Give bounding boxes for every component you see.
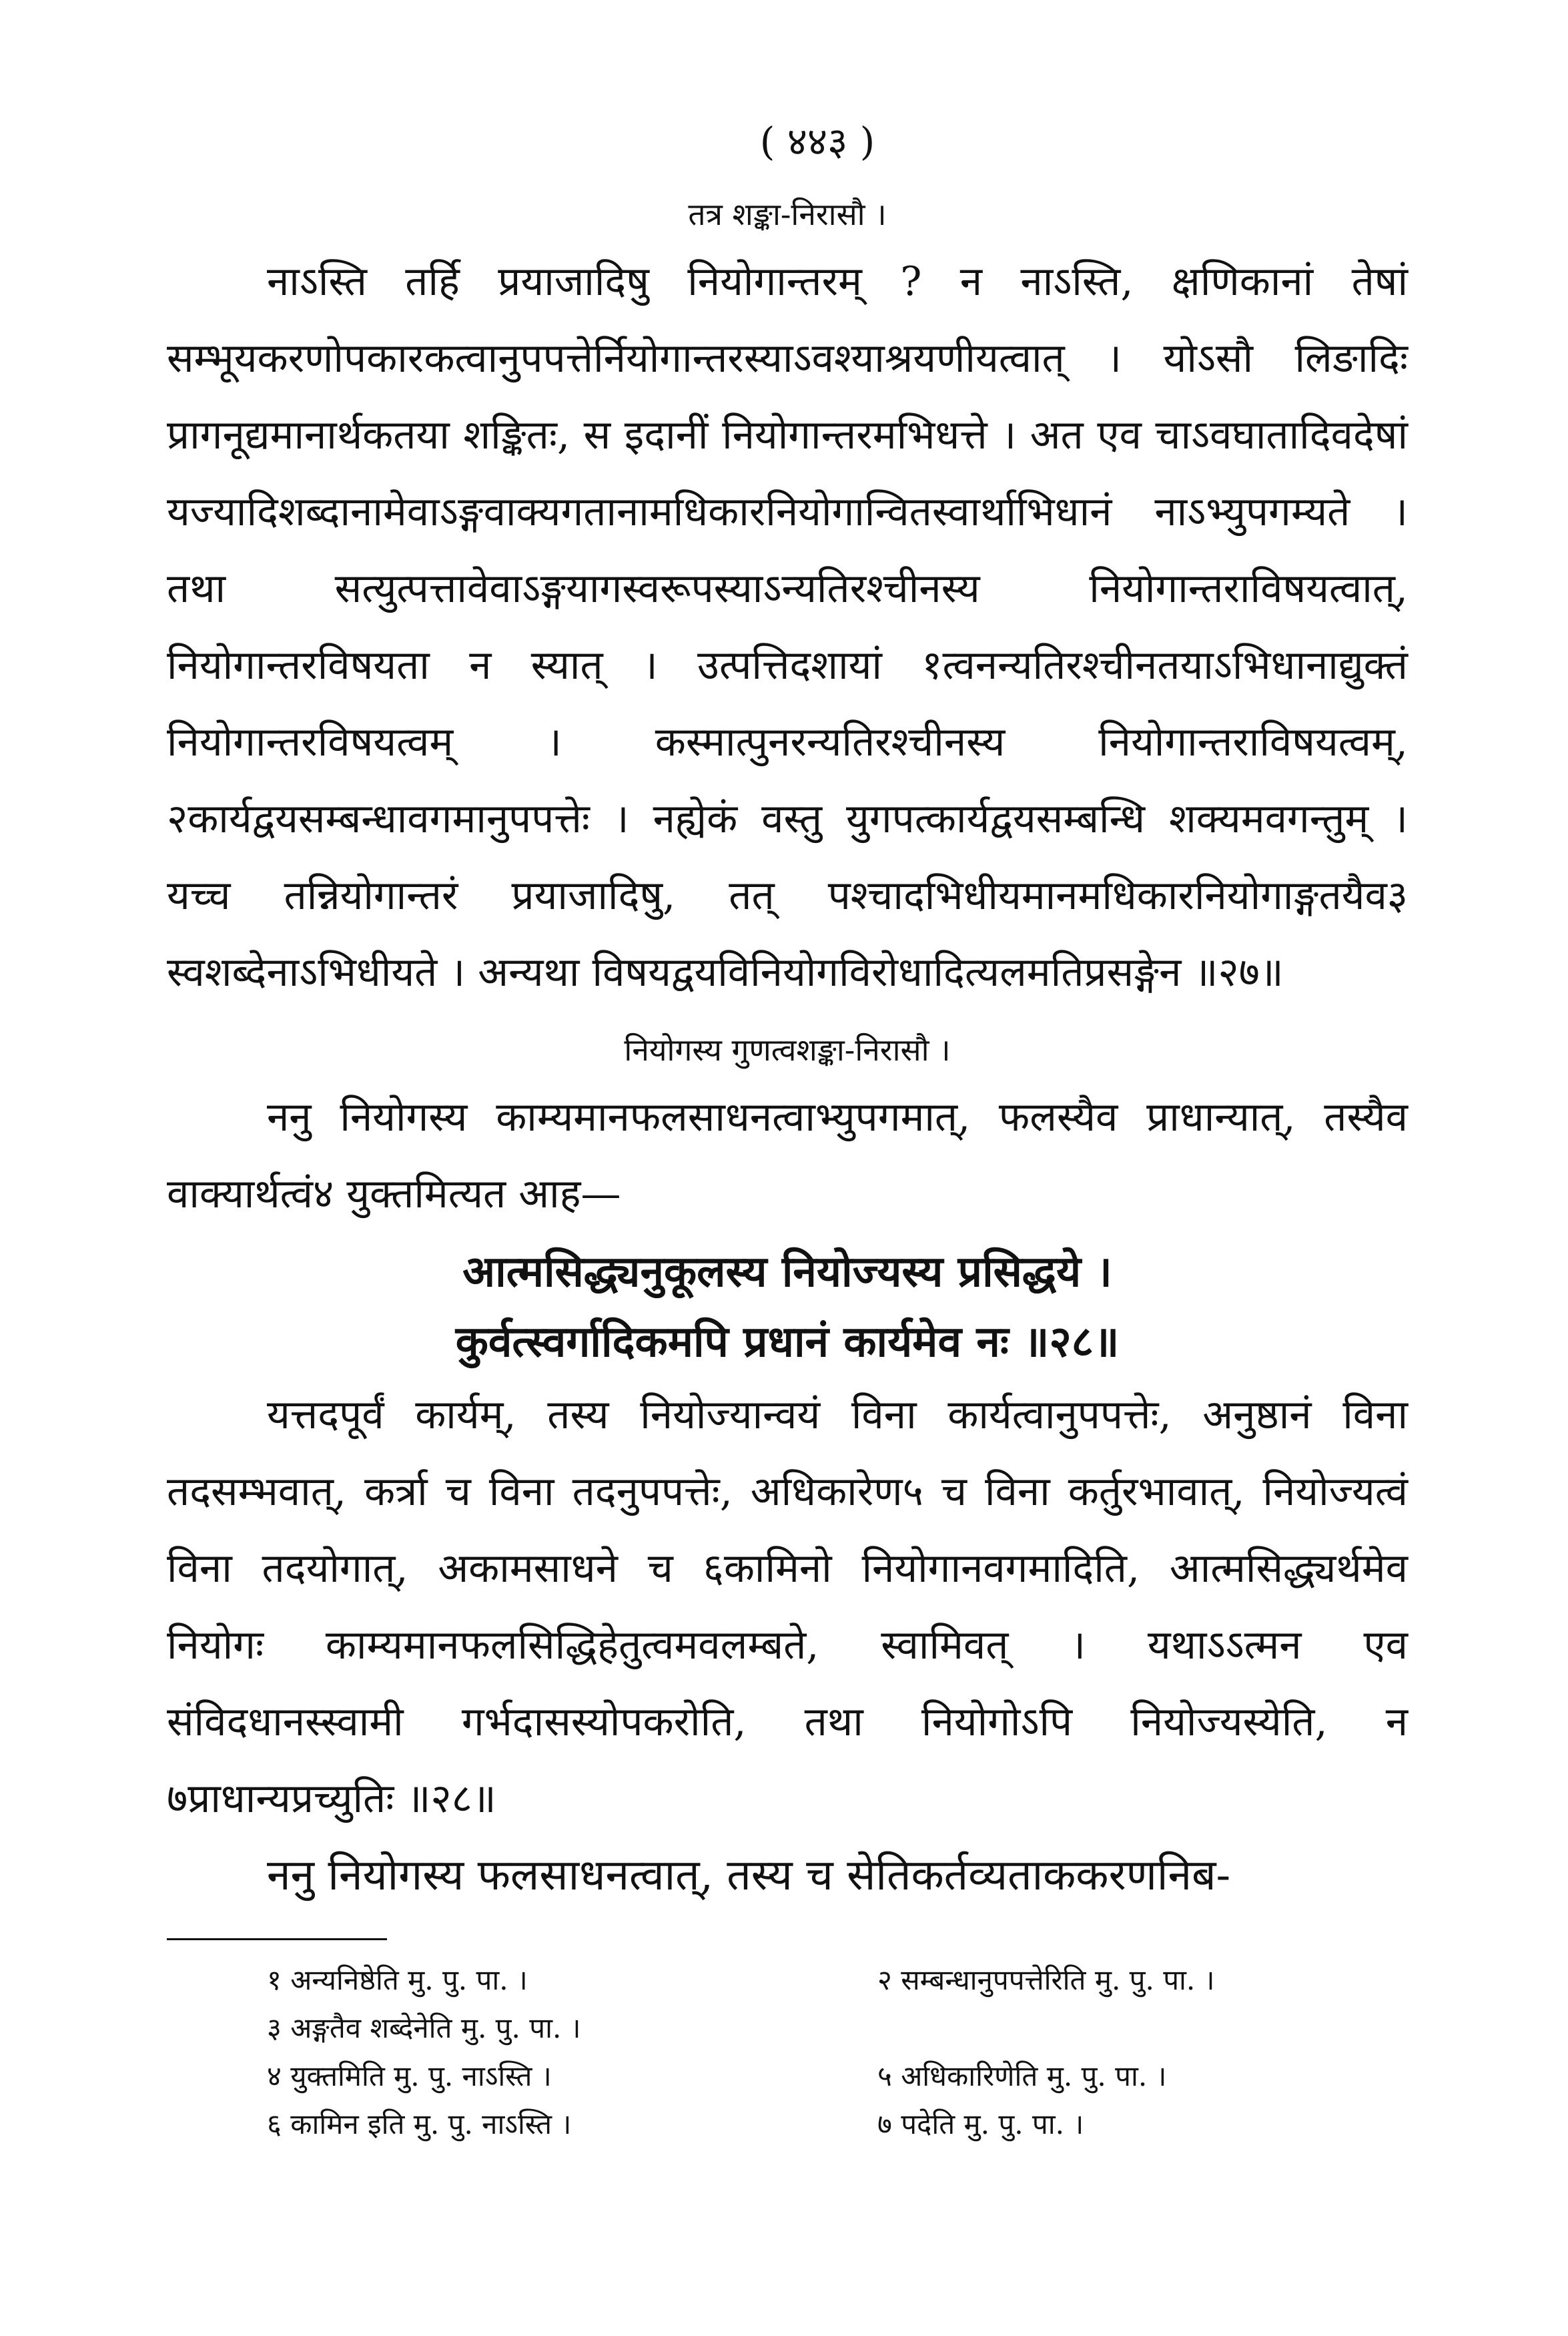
body-paragraph: नाऽस्ति तर्हि प्रयाजादिषु नियोगान्तरम् ? न नाऽस्ति, क्षणिकानां तेषां सम्भूयकरणोपकारकत्वानुपपत्तेर्नियोगान्तरस्याऽवश्याश्रयणीयत्वात् । योऽसौ लिङादिः प्रागनूद्यमानार्थकतया शङ्कितः, स इदानीं नियोगान्तरमभिधत्ते । अत एव चाऽवघातादिवदेषां यज्यादिशब्दानामेवाऽङ्गवाक्यगतानामधिकारनियोगान्वितस्वार्थाभिधानं नाऽभ्युपगम्यते । तथा सत्युत्पत्तावेवाऽङ्गयागस्वरूपस्याऽन्यतिरश्चीनस्य नियोगान्तराविषयत्वात्, नियोगान्तरविषयता न स्यात् । उत्पत्तिदशायां १त्वनन्यतिरश्चीनतयाऽभिधानाद्युक्तं नियोगान्तरविषयत्वम् । कस्मात्पुनरन्यतिरश्चीनस्य नियोगान्तराविषयत्वम्, २कार्यद्वयसम्बन्धावगमानुपपत्तेः । नह्येकं वस्तु युगपत्कार्यद्वयसम्बन्धि शक्यमवगन्तुम् । यच्च तन्नियोगान्तरं प्रयाजादिषु, तत् पश्चादभिधीयमानमधिकारनियोगाङ्गतयैव३ स्वशब्देनाऽभिधीयते । अन्यथा विषयद्वयविनियोगविरोधादित्यलमतिप्रसङ्गेन ॥२७॥ [167, 258, 1408, 996]
section-heading: नियोगस्य गुणत्वशङ्का-निरासौ । [624, 1032, 951, 1068]
body-paragraph: ननु नियोगस्य काम्यमानफलसाधनत्वाभ्युपगमात्, फलस्यैव प्राधान्यात्, तस्यैव वाक्यार्थत्वं४ युक्तमित्यत आह— [167, 1094, 1408, 1217]
section-heading: तत्र शङ्का-निरासौ । [688, 196, 887, 232]
document-page [167, 113, 1408, 2143]
footnote: ७ पदेति मु. पु. पा. । [877, 2108, 1084, 2140]
body-paragraph: ननु नियोगस्य फलसाधनत्वात्, तस्य च सेतिकर्तव्यताककरणनिब- [267, 1851, 1231, 1900]
footnote [877, 2008, 1408, 2047]
page-number: ( ४४३ ) [759, 119, 875, 164]
footnote: ६ कामिन इति मु. पु. नाऽस्ति । [267, 2108, 572, 2140]
body-paragraph: यत्तदपूर्वं कार्यम्, तस्य नियोज्यान्वयं विना कार्यत्वानुपपत्तेः, अनुष्ठानं विना तदसम्भवात्, कर्त्रा च विना तदनुपपत्तेः, अधिकारेण५ च विना कर्तुरभावात्, नियोज्यत्वं विना तदयोगात्, अकामसाधने च ६कामिनो नियोगानवगमादिति, आत्मसिद्ध्यर्थमेव नियोगः काम्यमानफलसिद्धिहेतुत्वमवलम्बते, स्वामिवत् । यथाऽऽत्मन एव संविदधानस्स्वामी गर्भदासस्योपकरोति, तथा नियोगोऽपि नियोज्यस्येति, न ७प्राधान्यप्रच्युतिः ॥२८॥ [167, 1392, 1408, 1822]
footnote: ३ अङ्गतैव शब्देनेति मु. पु. पा. । [267, 2012, 581, 2044]
verse-line: आत्मसिद्ध्यनुकूलस्य नियोज्यस्य प्रसिद्धये । [462, 1247, 1112, 1297]
footnotes [167, 1960, 1408, 2143]
footnote: ५ अधिकारिणेति मु. पु. पा. । [877, 2060, 1167, 2092]
footnote: १ अन्यनिष्ठेति मु. पु. पा. । [267, 1964, 528, 1996]
footnote: ४ युक्तमिति मु. पु. नाऽस्ति । [267, 2060, 552, 2092]
verse-line: कुर्वत्स्वर्गादिकमपि प्रधानं कार्यमेव नः ॥२८॥ [455, 1317, 1120, 1367]
footnote: २ सम्बन्धानुपपत्तेरिति मु. पु. पा. । [877, 1964, 1215, 1996]
footnote-divider [167, 1938, 387, 1940]
